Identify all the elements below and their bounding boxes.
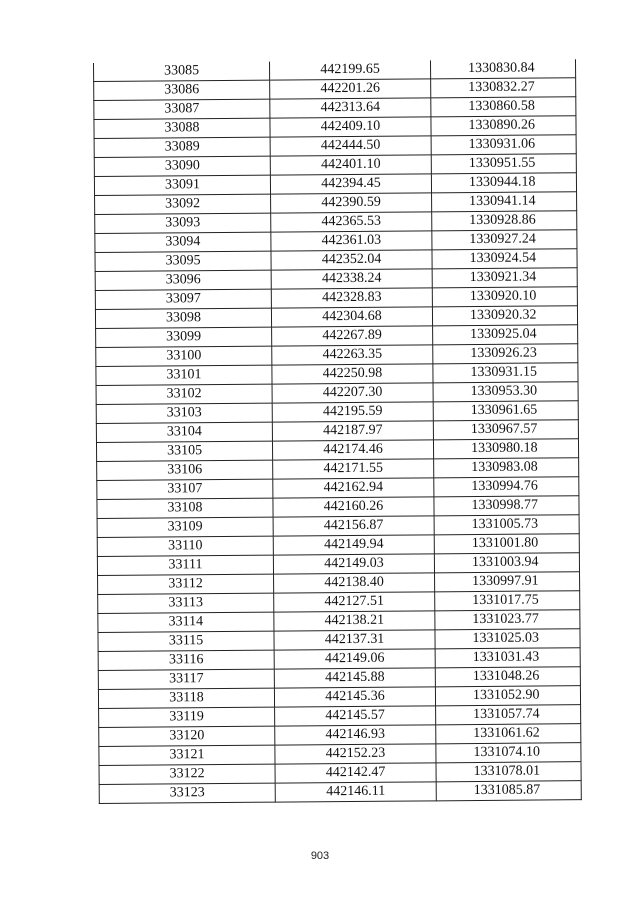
- y-coordinate-cell: 1331031.43: [435, 648, 580, 668]
- y-coordinate-cell: 1330980.18: [433, 439, 578, 459]
- y-coordinate-cell: 1330860.58: [431, 97, 576, 117]
- x-coordinate-cell: 442156.87: [273, 516, 434, 536]
- point-id-cell: 33103: [96, 403, 272, 423]
- point-id-cell: 33097: [95, 289, 271, 309]
- x-coordinate-cell: 442152.23: [275, 744, 436, 764]
- x-coordinate-cell: 442138.21: [274, 611, 435, 631]
- y-coordinate-cell: 1330890.26: [431, 116, 576, 136]
- y-coordinate-cell: 1330998.77: [434, 496, 579, 516]
- point-id-cell: 33085: [93, 62, 269, 82]
- point-id-cell: 33096: [95, 270, 271, 290]
- point-id-cell: 33108: [97, 498, 273, 518]
- y-coordinate-cell: 1331005.73: [434, 515, 579, 535]
- x-coordinate-cell: 442149.94: [273, 535, 434, 555]
- x-coordinate-cell: 442145.36: [274, 687, 435, 707]
- y-coordinate-cell: 1330944.18: [431, 173, 576, 193]
- x-coordinate-cell: 442145.57: [275, 706, 436, 726]
- y-coordinate-cell: 1330953.30: [433, 382, 578, 402]
- y-coordinate-cell: 1330920.32: [432, 306, 577, 326]
- y-coordinate-cell: 1331061.62: [436, 724, 581, 744]
- point-id-cell: 33087: [94, 99, 270, 119]
- y-coordinate-cell: 1330997.91: [435, 572, 580, 592]
- y-coordinate-cell: 1331048.26: [435, 667, 580, 687]
- point-id-cell: 33105: [96, 441, 272, 461]
- x-coordinate-cell: 442162.94: [273, 478, 434, 498]
- point-id-cell: 33117: [98, 669, 274, 689]
- y-coordinate-cell: 1330927.24: [432, 230, 577, 250]
- x-coordinate-cell: 442137.31: [274, 630, 435, 650]
- y-coordinate-cell: 1330921.34: [432, 268, 577, 288]
- y-coordinate-cell: 1331001.80: [434, 534, 579, 554]
- x-coordinate-cell: 442365.53: [271, 212, 432, 232]
- x-coordinate-cell: 442146.93: [275, 725, 436, 745]
- page-number: 903: [310, 850, 330, 862]
- y-coordinate-cell: 1330832.27: [431, 78, 576, 98]
- point-id-cell: 33114: [98, 612, 274, 632]
- y-coordinate-cell: 1330994.76: [434, 477, 579, 497]
- x-coordinate-cell: 442394.45: [270, 174, 431, 194]
- point-id-cell: 33090: [94, 156, 270, 176]
- x-coordinate-cell: 442187.97: [272, 421, 433, 441]
- point-id-cell: 33095: [95, 251, 271, 271]
- y-coordinate-cell: 1331085.87: [436, 781, 581, 801]
- point-id-cell: 33112: [98, 574, 274, 594]
- x-coordinate-cell: 442142.47: [275, 763, 436, 783]
- point-id-cell: 33115: [98, 631, 274, 651]
- y-coordinate-cell: 1330951.55: [431, 154, 576, 174]
- point-id-cell: 33099: [96, 327, 272, 347]
- point-id-cell: 33107: [97, 479, 273, 499]
- x-coordinate-cell: 442390.59: [271, 193, 432, 213]
- x-coordinate-cell: 442352.04: [271, 250, 432, 270]
- y-coordinate-cell: 1330928.86: [432, 211, 577, 231]
- table-row: [99, 781, 581, 804]
- y-coordinate-cell: 1330941.14: [432, 192, 577, 212]
- y-coordinate-cell: 1330961.65: [433, 401, 578, 421]
- point-id-cell: 33101: [96, 365, 272, 385]
- point-id-cell: 33092: [95, 194, 271, 214]
- x-coordinate-cell: 442127.51: [274, 592, 435, 612]
- x-coordinate-cell: 442195.59: [272, 402, 433, 422]
- x-coordinate-cell: 442444.50: [270, 136, 431, 156]
- point-id-cell: 33093: [95, 213, 271, 233]
- point-id-cell: 33122: [99, 764, 275, 784]
- x-coordinate-cell: 442409.10: [270, 117, 431, 137]
- point-id-cell: 33116: [98, 650, 274, 670]
- x-coordinate-cell: 442160.26: [273, 497, 434, 517]
- y-coordinate-cell: 1330931.15: [433, 363, 578, 383]
- point-id-cell: 33106: [97, 460, 273, 480]
- y-coordinate-cell: 1331078.01: [436, 762, 581, 782]
- y-coordinate-cell: 1330983.08: [434, 458, 579, 478]
- x-coordinate-cell: 442199.65: [269, 60, 430, 80]
- y-coordinate-cell: 1331052.90: [435, 686, 580, 706]
- x-coordinate-cell: 442145.88: [274, 668, 435, 688]
- point-id-cell: 33121: [99, 745, 275, 765]
- y-coordinate-cell: 1331003.94: [434, 553, 579, 573]
- x-coordinate-cell: 442401.10: [270, 155, 431, 175]
- point-id-cell: 33088: [94, 118, 270, 138]
- y-coordinate-cell: 1330920.10: [432, 287, 577, 307]
- x-coordinate-cell: 442149.06: [274, 649, 435, 669]
- point-id-cell: 33109: [97, 517, 273, 537]
- point-id-cell: 33102: [96, 384, 272, 404]
- point-id-cell: 33113: [98, 593, 274, 613]
- y-coordinate-cell: 1330925.04: [433, 325, 578, 345]
- x-coordinate-cell: 442174.46: [272, 440, 433, 460]
- y-coordinate-cell: 1330924.54: [432, 249, 577, 269]
- y-coordinate-cell: 1330926.23: [433, 344, 578, 364]
- point-id-cell: 33104: [96, 422, 272, 442]
- point-id-cell: 33123: [99, 783, 275, 803]
- x-coordinate-cell: 442146.11: [275, 782, 436, 802]
- point-id-cell: 33091: [94, 175, 270, 195]
- y-coordinate-cell: 1331025.03: [435, 629, 580, 649]
- point-id-cell: 33120: [99, 726, 275, 746]
- point-id-cell: 33111: [97, 555, 273, 575]
- y-coordinate-cell: 1331017.75: [435, 591, 580, 611]
- point-id-cell: 33094: [95, 232, 271, 252]
- coordinate-table: [93, 59, 582, 804]
- x-coordinate-cell: 442250.98: [272, 364, 433, 384]
- point-id-cell: 33086: [94, 80, 270, 100]
- x-coordinate-cell: 442267.89: [272, 326, 433, 346]
- x-coordinate-cell: 442313.64: [270, 98, 431, 118]
- y-coordinate-cell: 1331074.10: [436, 743, 581, 763]
- x-coordinate-cell: 442171.55: [273, 459, 434, 479]
- y-coordinate-cell: 1330830.84: [430, 59, 575, 79]
- x-coordinate-cell: 442338.24: [271, 269, 432, 289]
- coordinate-table-body: [93, 59, 581, 804]
- y-coordinate-cell: 1331057.74: [436, 705, 581, 725]
- point-id-cell: 33098: [95, 308, 271, 328]
- point-id-cell: 33119: [99, 707, 275, 727]
- point-id-cell: 33118: [98, 688, 274, 708]
- x-coordinate-cell: 442149.03: [273, 554, 434, 574]
- y-coordinate-cell: 1330967.57: [433, 420, 578, 440]
- x-coordinate-cell: 442304.68: [271, 307, 432, 327]
- y-coordinate-cell: 1331023.77: [435, 610, 580, 630]
- x-coordinate-cell: 442361.03: [271, 231, 432, 251]
- x-coordinate-cell: 442207.30: [272, 383, 433, 403]
- point-id-cell: 33100: [96, 346, 272, 366]
- x-coordinate-cell: 442263.35: [272, 345, 433, 365]
- x-coordinate-cell: 442138.40: [274, 573, 435, 593]
- y-coordinate-cell: 1330931.06: [431, 135, 576, 155]
- x-coordinate-cell: 442328.83: [271, 288, 432, 308]
- x-coordinate-cell: 442201.26: [270, 79, 431, 99]
- point-id-cell: 33110: [97, 536, 273, 556]
- point-id-cell: 33089: [94, 137, 270, 157]
